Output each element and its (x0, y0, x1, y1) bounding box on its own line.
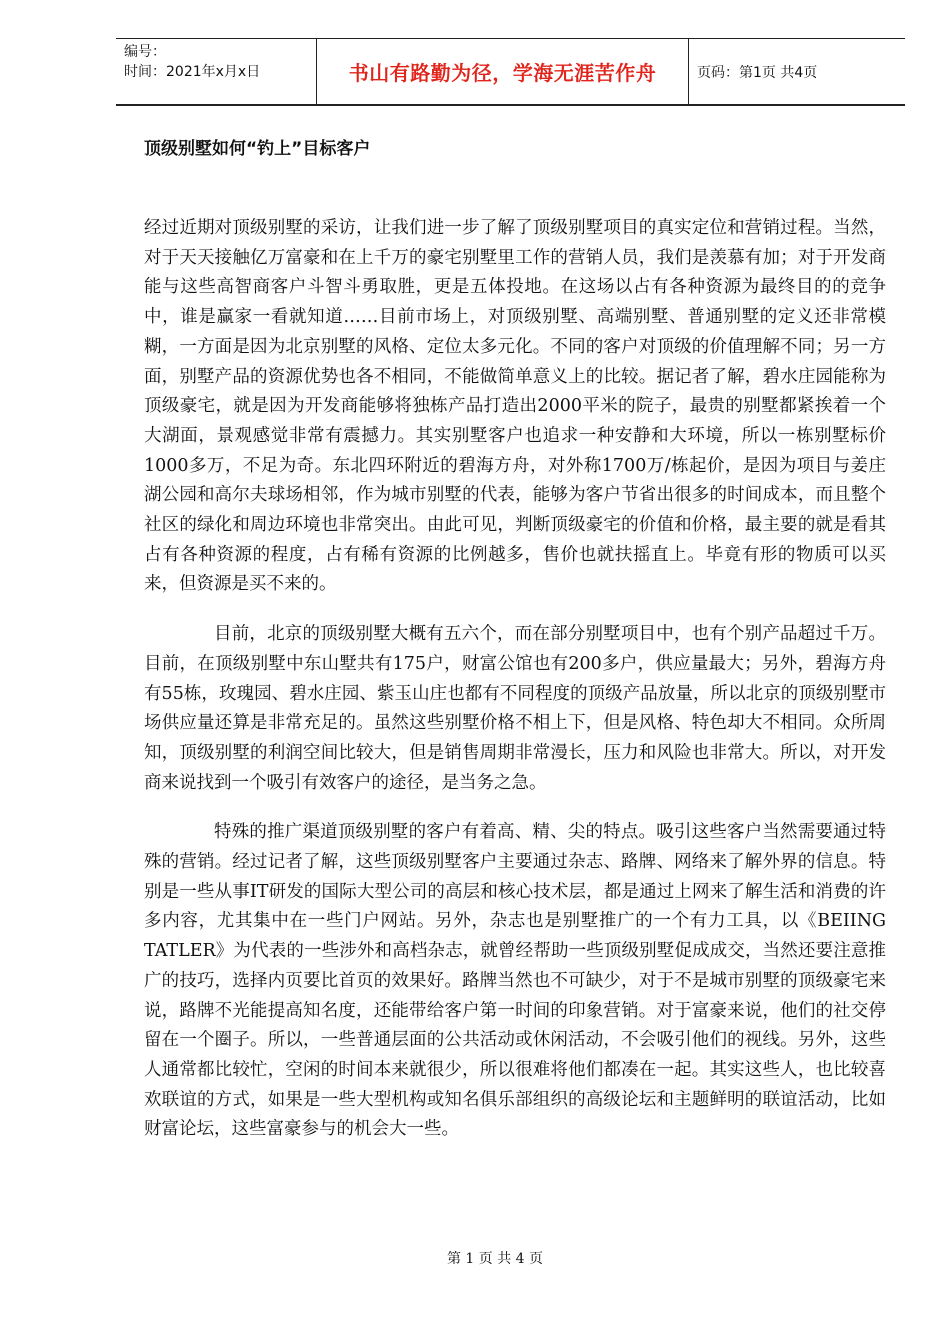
document-body (144, 214, 886, 1145)
header-page-info: 页码：第1页 共4页 (697, 64, 818, 81)
header-meta-cell (116, 39, 317, 104)
header-motto: 书山有路勤为径，学海无涯苦作舟 (317, 39, 689, 104)
paragraph-2: 目前，北京的顶级别墅大概有五六个，而在部分别墅项目中，也有个别产品超过千万。目前，在顶级别墅中东山墅共有175户，财富公馆也有200多户，供应量最大；另外，碧海方舟有55栋，玫瑰园、碧水庄园、紫玉山庄也都有不同程度的顶级产品放量，所以北京的顶级别墅市场供应量还算是非常充足的。虽然这些别墅价格不相上下，但是风格、特色却大不相同。众所周知，顶级别墅的利润空间比较大，但是销售周期非常漫长，压力和风险也非常大。所以，对开发商来说找到一个吸引有效客户的途径，是当务之急。 (144, 624, 886, 793)
paragraph-3: 特殊的推广渠道顶级别墅的客户有着高、精、尖的特点。吸引这些客户当然需要通过特殊的营销。经过记者了解，这些顶级别墅客户主要通过杂志、路牌、网络来了解外界的信息。特别是一些从事IT研发的国际大型公司的高层和核心技术层，都是通过上网来了解生活和消费的许多内容，尤其集中在一些门户网站。另外，杂志也是别墅推广的一个有力工具，以《BEIING TATLER》为代表的一些涉外和高档杂志，就曾经帮助一些顶级别墅促成成交，当然还要注意推广的技巧，选择内页要比首页的效果好。路牌当然也不可缺少，对于不是城市别墅的顶级豪宅来说，路牌不光能提高知名度，还能带给客户第一时间的印象营销。对于富豪来说，他们的社交停留在一个圈子。所以，一些普通层面的公共活动或休闲活动，不会吸引他们的视线。另外，这些人通常都比较忙，空闲的时间本来就很少，所以很难将他们都凑在一起。其实这些人，也比较喜欢联谊的方式，如果是一些大型机构或知名俱乐部组织的高级论坛和主题鲜明的联谊活动，比如财富论坛，这些富豪参与的机会大一些。 (144, 822, 886, 1140)
number-label: 编号： (124, 44, 166, 60)
document-title: 顶级别墅如何“钓上”目标客户 (144, 139, 371, 159)
page-footer: 第 1 页 共 4 页 (446, 1251, 544, 1267)
paragraph-1: 经过近期对顶级别墅的采访，让我们进一步了解了顶级别墅项目的真实定位和营销过程。当然，对于天天接触亿万富豪和在上千万的豪宅别墅里工作的营销人员，我们是羡慕有加；对于开发商能与这些高智商客户斗智斗勇取胜，更是五体投地。在这场以占有各种资源为最终目的的竞争中，谁是赢家一看就知道……目前市场上，对顶级别墅、高端别墅、普通别墅的定义还非常模糊，一方面是因为北京别墅的风格、定位太多元化。不同的客户对顶级的价值理解不同；另一方面，别墅产品的资源优势也各不相同，不能做简单意义上的比较。据记者了解，碧水庄园能称为顶级豪宅，就是因为开发商能够将独栋产品打造出2000平米的院子，最贵的别墅都紧挨着一个大湖面，景观感觉非常有震撼力。其实别墅客户也追求一种安静和大环境，所以一栋别墅标价1000多万，不足为奇。东北四环附近的碧海方舟，对外称1700万/栋起价，是因为项目与姜庄湖公园和高尔夫球场相邻，作为城市别墅的代表，能够为客户节省出很多的时间成本，而且整个社区的绿化和周边环境也非常突出。由此可见，判断顶级豪宅的价值和价格，最主要的就是看其占有各种资源的程度，占有稀有资源的比例越多，售价也就扶摇直上。毕竟有形的物质可以买来，但资源是买不来的。 (144, 218, 886, 595)
time-label: 时间：2021年x月x日 (124, 64, 261, 80)
page-header-table (116, 38, 905, 106)
